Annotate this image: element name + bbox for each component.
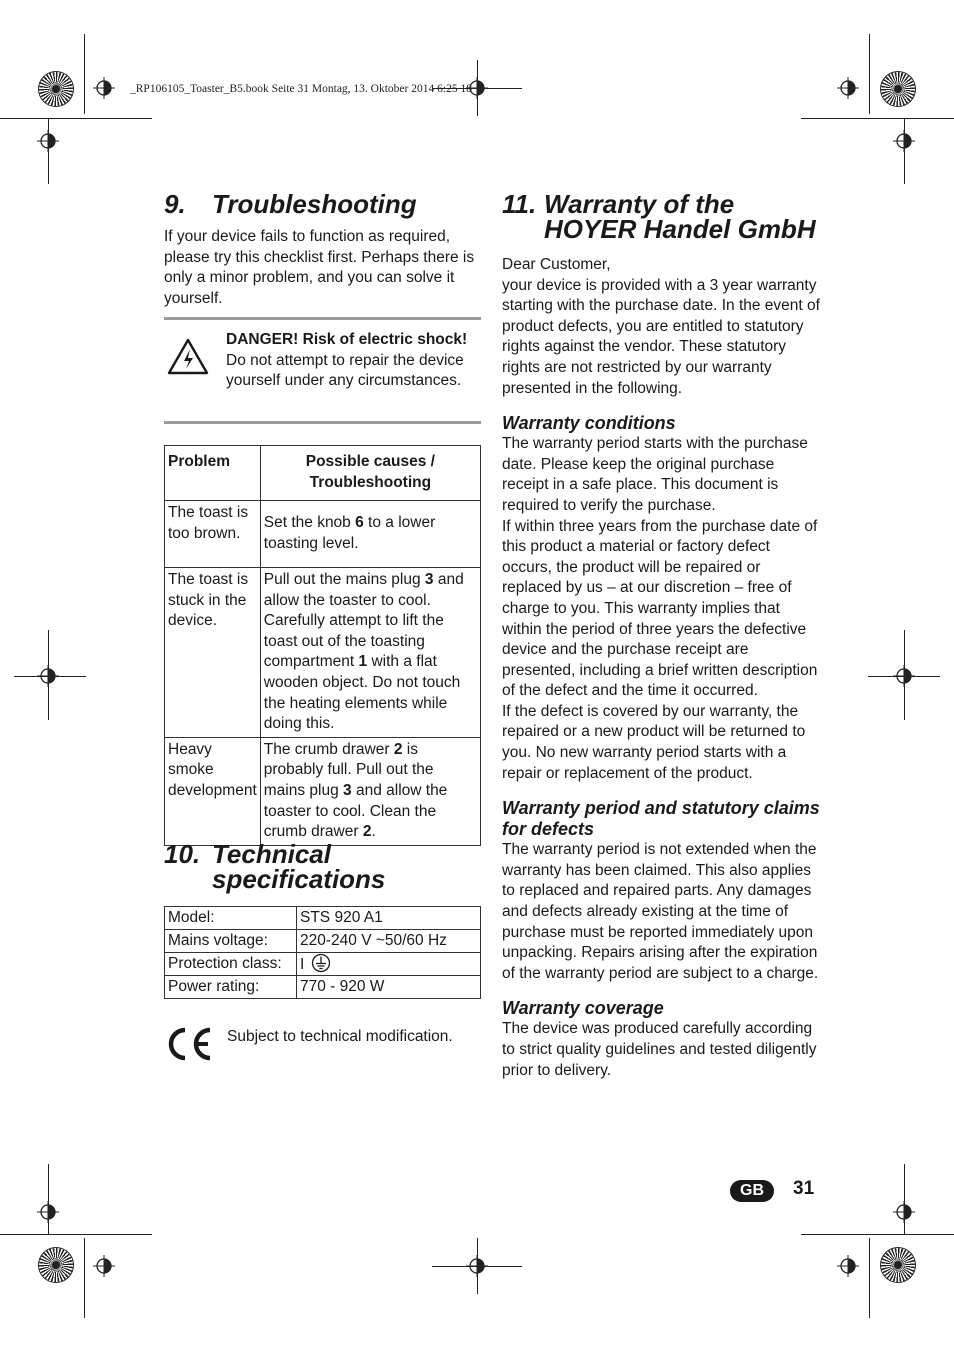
- coverage-paragraph: The device was produced carefully according to strict quality guidelines and tested diligently prior to delivery.: [502, 1020, 817, 1079]
- problem-cell: The toast is too brown.: [165, 501, 261, 568]
- registration-mark-icon: [37, 130, 59, 152]
- solution-text: and allow the toaster to cool. Clean the crumb drawer: [263, 781, 448, 841]
- section-title-line1: Warranty of the: [544, 189, 735, 219]
- section-heading-technical: [164, 839, 386, 894]
- part-number: 3: [424, 571, 434, 588]
- page-number: 31: [793, 1178, 815, 1199]
- part-number: 2: [393, 740, 403, 758]
- section-number: 9.: [164, 189, 186, 219]
- troubleshooting-table: [164, 445, 481, 846]
- conditions-paragraph: If within three years from the purchase date of this product a material or factory defect occurs, the product will be repaired or replaced by us – at our discretion – free of charge to you. This warranty implies that within the period of three years the defective device and the purchase receipt are presented, including a brief written description of the defect and the time it occurred.: [502, 517, 818, 700]
- spec-value: 770 - 920 W: [297, 976, 481, 999]
- table-row: [165, 907, 481, 930]
- part-number: 1: [358, 653, 368, 671]
- column-header-causes: Possible causes / Troubleshooting: [260, 446, 480, 501]
- subheading-period: Warranty period and statutory claims for defects: [502, 798, 820, 840]
- registration-mark-icon: [37, 665, 59, 687]
- electric-hazard-icon: [167, 338, 209, 376]
- solution-text: is probably full. Pull out the mains plug: [263, 740, 434, 799]
- spec-label: Model:: [165, 907, 297, 930]
- solution-cell: [260, 501, 480, 568]
- solution-text: The crumb drawer: [263, 740, 394, 758]
- solution-text: Set the knob: [263, 514, 356, 532]
- spec-value: STS 920 A1: [297, 907, 481, 930]
- spec-value-cell: [297, 953, 481, 976]
- registration-mark-icon: [93, 77, 115, 99]
- registration-mark-icon: [837, 77, 859, 99]
- spec-value: 220-240 V ~50/60 Hz: [297, 930, 481, 953]
- solution-cell: [260, 568, 480, 738]
- conditions-paragraph: If the defect is covered by our warranty, the repaired or a new product will be returned to you. No new warranty period starts with a repair or replacement of the product.: [502, 702, 806, 782]
- subheading-coverage: Warranty coverage: [502, 998, 664, 1019]
- table-row: [165, 930, 481, 953]
- warranty-greeting: Dear Customer,: [502, 256, 611, 273]
- troubleshooting-intro: If your device fails to function as required, please try this checklist first. Perhaps there is only a minor problem, and you can solve it yourself.: [164, 228, 475, 307]
- solution-text: and allow the toaster to cool. Carefully attempt to lift the toast out of the toasting compartment: [263, 571, 464, 671]
- print-header: _RP106105_Toaster_B5.book Seite 31 Montag, 13. Oktober 2014 6:25 18: [130, 83, 472, 95]
- section-title-line2: specifications: [212, 864, 386, 894]
- color-rosette-icon: [881, 72, 915, 106]
- table-row: [165, 501, 481, 568]
- language-badge: GB: [730, 1180, 774, 1202]
- spec-label: Mains voltage:: [165, 930, 297, 953]
- section-title: Troubleshooting: [212, 189, 417, 219]
- registration-mark-icon: [893, 665, 915, 687]
- technical-note: Subject to technical modification.: [227, 1028, 453, 1045]
- section-number: 11.: [502, 189, 537, 219]
- section-title-line2: HOYER Handel GmbH: [544, 214, 816, 244]
- danger-description: Do not attempt to repair the device yourself under any circumstances.: [226, 351, 464, 390]
- section-heading-troubleshooting: [164, 189, 417, 219]
- warranty-column: [502, 255, 820, 1081]
- solution-text: .: [371, 823, 376, 841]
- registration-mark-icon: [466, 1255, 488, 1277]
- section-number: 10.: [164, 839, 201, 869]
- section-title-line1: Technical: [212, 839, 331, 869]
- color-rosette-icon: [881, 1248, 915, 1282]
- danger-text: [226, 330, 476, 392]
- registration-mark-icon: [893, 1201, 915, 1223]
- solution-text: to a lower toasting level.: [263, 514, 436, 552]
- conditions-paragraph: The warranty period starts with the purchase date. Please keep the original purchase receipt in a safe place. This document is required to verify the purchase.: [502, 435, 808, 514]
- period-paragraph: The warranty period is not extended when the warranty has been claimed. This also applies to replaced and repaired parts. Any damages and defects already existing at the time of purchase must be reported immediately upon unpacking. Repairs arising after the expiration of the warranty period are subject to a charge.: [502, 841, 819, 982]
- registration-mark-icon: [37, 1201, 59, 1223]
- registration-mark-icon: [837, 1255, 859, 1277]
- spec-value: I: [300, 956, 305, 973]
- protective-earth-icon: [311, 953, 331, 973]
- part-number: 6: [355, 514, 364, 532]
- table-row: [165, 976, 481, 999]
- subheading-conditions: Warranty conditions: [502, 413, 676, 434]
- table-row: [165, 953, 481, 976]
- warranty-intro: your device is provided with a 3 year warranty starting with the purchase date. In the event of product defects, you are entitled to statutory rights against the vendor. These statutory rights are not restricted by our warranty presented in the following.: [502, 276, 820, 397]
- color-rosette-icon: [39, 72, 73, 106]
- section-heading-warranty: [502, 189, 816, 244]
- solution-cell: [260, 737, 480, 845]
- solution-text: with a flat wooden object. Do not touch the heating elements while doing this.: [263, 653, 461, 733]
- table-header-row: [165, 446, 481, 501]
- column-header-problem: Problem: [165, 446, 261, 501]
- spec-label: Protection class:: [165, 953, 297, 976]
- danger-notice: [164, 317, 481, 424]
- problem-cell: The toast is stuck in the device.: [165, 568, 261, 738]
- table-row: [165, 568, 481, 738]
- color-rosette-icon: [39, 1248, 73, 1282]
- spec-label: Power rating:: [165, 976, 297, 999]
- solution-text: Pull out the mains plug: [263, 571, 425, 588]
- danger-label: DANGER! Risk of electric shock!: [226, 331, 468, 348]
- registration-mark-icon: [893, 130, 915, 152]
- problem-cell: Heavy smoke development: [165, 737, 261, 845]
- table-row: [165, 737, 481, 845]
- part-number: 3: [343, 781, 352, 799]
- specifications-table: [164, 906, 481, 999]
- ce-mark-icon: [164, 1024, 214, 1064]
- part-number: 2: [362, 823, 372, 841]
- registration-mark-icon: [93, 1255, 115, 1277]
